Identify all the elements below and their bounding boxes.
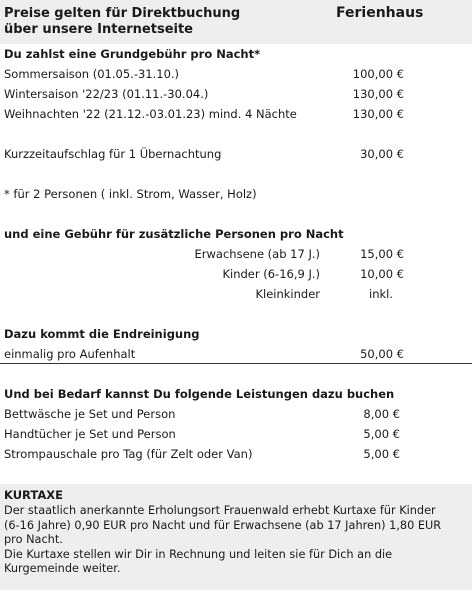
kurtaxe-paragraph: Der staatlich anerkannte Erholungsort Frauenwald erhebt Kurtaxe für Kinder (6-16 Jahre) 0,90 EUR pro Nacht und für Erwachsene (ab 17 Jahren) 1,80 EUR pro Nacht. <box>4 504 442 546</box>
section-heading-label: und eine Gebühr für zusätzliche Personen pro Nacht <box>4 227 344 241</box>
section-heading-leistungen <box>0 385 472 403</box>
price-row-label: Kleinkinder <box>255 287 320 301</box>
section-heading-endreinigung <box>0 325 472 343</box>
price-row <box>0 245 472 263</box>
price-row <box>0 345 472 363</box>
price-row-label: Sommersaison (01.05.-31.10.) <box>4 67 180 81</box>
price-row-kurzzeit <box>0 145 472 163</box>
price-row <box>0 265 472 283</box>
price-row-label: Weihnachten '22 (21.12.-03.01.23) mind. 4 Nächte <box>4 107 297 121</box>
price-row-value: 130,00 € <box>352 87 404 101</box>
divider <box>0 363 472 364</box>
price-row-value: 5,00 € <box>363 427 400 441</box>
price-row <box>0 285 472 303</box>
section-heading-zusatzpersonen <box>0 225 472 243</box>
price-row <box>0 405 472 423</box>
price-table-header <box>0 0 472 44</box>
price-row-label: Erwachsene (ab 17 J.) <box>194 247 320 261</box>
kurtaxe-text <box>4 504 454 577</box>
price-row <box>0 445 472 463</box>
price-row-label: Handtücher je Set und Person <box>4 427 176 441</box>
kurtaxe-paragraph: Die Kurtaxe stellen wir Dir in Rechnung und leiten sie für Dich an die Kurgemeinde weiter. <box>4 547 393 575</box>
header-title-line2: über unsere Internetseite <box>4 22 193 37</box>
section-heading-label: Und bei Bedarf kannst Du folgende Leistungen dazu buchen <box>4 387 395 401</box>
section-heading-grundgebuehr <box>0 45 472 63</box>
column-header-ferienhaus: Ferienhaus <box>336 5 424 21</box>
footnote-text: * für 2 Personen ( inkl. Strom, Wasser, Holz) <box>4 187 257 201</box>
price-row-value: 10,00 € <box>360 267 404 281</box>
price-row <box>0 65 472 83</box>
price-row-value: 8,00 € <box>363 407 400 421</box>
section-heading-label: Du zahlst eine Grundgebühr pro Nacht* <box>4 47 261 61</box>
price-row-label: Bettwäsche je Set und Person <box>4 407 176 421</box>
section-heading-label: Dazu kommt die Endreinigung <box>4 327 200 341</box>
price-row-label: Strompauschale pro Tag (für Zelt oder Van) <box>4 447 253 461</box>
price-row-value: 30,00 € <box>360 147 404 161</box>
header-title-line1: Preise gelten für Direktbuchung <box>4 6 241 21</box>
header-title <box>4 6 240 38</box>
price-row <box>0 425 472 443</box>
price-row-value: 50,00 € <box>360 347 404 361</box>
price-row-value: 130,00 € <box>352 107 404 121</box>
price-row-value: 5,00 € <box>363 447 400 461</box>
price-row-label: Kinder (6-16,9 J.) <box>222 267 320 281</box>
price-row-label: einmalig pro Aufenhalt <box>4 347 136 361</box>
price-row-value: inkl. <box>369 287 393 301</box>
price-row <box>0 85 472 103</box>
price-row-label: Kurzzeitaufschlag für 1 Übernachtung <box>4 147 222 161</box>
price-row-value: 100,00 € <box>352 67 404 81</box>
price-row-value: 15,00 € <box>360 247 404 261</box>
footnote <box>0 185 472 203</box>
kurtaxe-title: KURTAXE <box>4 488 63 502</box>
price-row <box>0 105 472 123</box>
kurtaxe-box <box>0 484 472 590</box>
price-row-label: Wintersaison '22/23 (01.11.-30.04.) <box>4 87 209 101</box>
